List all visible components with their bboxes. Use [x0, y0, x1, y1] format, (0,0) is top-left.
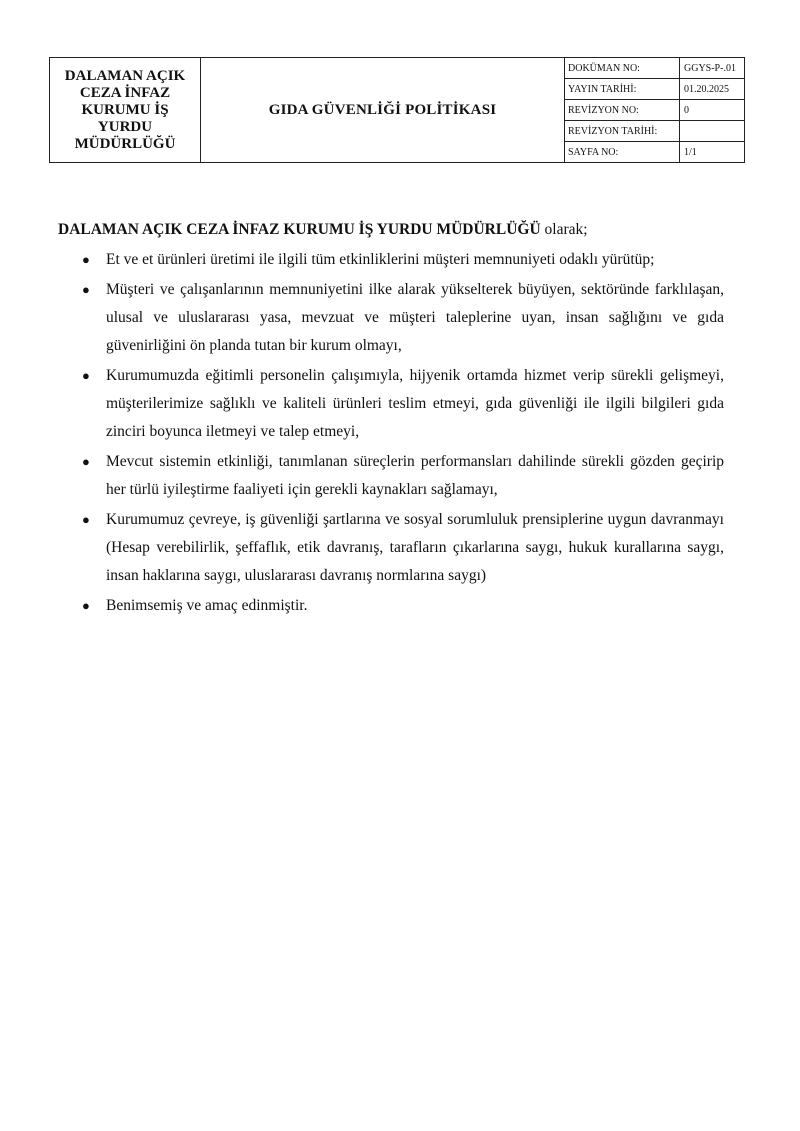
org-line: DALAMAN AÇIK	[64, 67, 186, 84]
bullet-icon: ●	[82, 598, 90, 613]
list-item-text: Mevcut sistemin etkinliği, tanımlanan süreçlerin performansları dahilinde sürekli gözden geçirip her türlü iyileştirme faaliyeti için gerekli kaynakları sağlamayı,	[106, 453, 724, 498]
list-item-text: Kurumumuz çevreye, iş güvenliği şartlarına ve sosyal sorumluluk prensiplerine uygun davranmayı (Hesap verebilirlik, şeffaflık, etik davranış, tarafların çıkarlarına saygı, hukuk kurallarına saygı, insan haklarına saygı, uluslararası davranış normlarına saygı)	[106, 511, 724, 584]
list-item	[0, 448, 800, 504]
bullet-icon: ●	[82, 454, 90, 469]
bullet-icon: ●	[82, 512, 90, 527]
meta-value-revision-no: 0	[680, 100, 745, 121]
org-line: YURDU	[97, 118, 153, 135]
policy-commitments-list	[0, 246, 800, 622]
list-item-text: Kurumumuzda eğitimli personelin çalışımıyla, hijyenik ortamda hizmet verip sürekli gelişmeyi, müşterilerimize sağlıklı ve kaliteli ürünleri teslim etmeyi, gıda güvenliği ile ilgili bilgileri gıda zinciri boyunca iletmeyi ve talep etmeyi,	[106, 367, 724, 440]
organization-name	[50, 58, 201, 163]
intro-organization: DALAMAN AÇIK CEZA İNFAZ KURUMU İŞ YURDU MÜDÜRLÜĞÜ	[58, 221, 541, 238]
list-item	[0, 246, 800, 274]
list-item	[0, 362, 800, 446]
list-item	[0, 506, 800, 590]
bullet-icon: ●	[82, 368, 90, 383]
bullet-icon: ●	[82, 282, 90, 297]
meta-label-document-no: DOKÜMAN NO:	[565, 58, 680, 79]
meta-label-page-no: SAYFA NO:	[565, 142, 680, 163]
meta-label-revision-no: REVİZYON NO:	[565, 100, 680, 121]
list-item	[0, 276, 800, 360]
list-item-text: Et ve et ürünleri üretimi ile ilgili tüm etkinliklerini müşteri memnuniyeti odaklı yürütüp;	[106, 251, 655, 268]
document-header-table	[49, 57, 745, 163]
meta-value-revision-date	[680, 121, 745, 142]
list-item-text: Benimsemiş ve amaç edinmiştir.	[106, 597, 308, 614]
policy-intro	[58, 220, 588, 240]
org-line: KURUMU İŞ	[81, 101, 169, 118]
document-title: GIDA GÜVENLİĞİ POLİTİKASI	[201, 58, 565, 163]
bullet-icon: ●	[82, 252, 90, 267]
list-item	[0, 592, 800, 620]
intro-suffix: olarak;	[540, 221, 588, 238]
meta-label-publish-date: YAYIN TARİHİ:	[565, 79, 680, 100]
meta-label-revision-date: REVİZYON TARİHİ:	[565, 121, 680, 142]
meta-value-publish-date: 01.20.2025	[680, 79, 745, 100]
list-item-text: Müşteri ve çalışanlarının memnuniyetini ilke alarak yükselterek büyüyen, sektöründe farklılaşan, ulusal ve uluslararası yasa, mevzuat ve müşteri taleplerine uyan, insan sağlığını ve gıda güvenirliğini ön planda tutan bir kurum olmayı,	[106, 281, 724, 354]
org-line: CEZA İNFAZ	[79, 84, 171, 101]
org-line: MÜDÜRLÜĞÜ	[74, 135, 176, 152]
meta-value-page-no: 1/1	[680, 142, 745, 163]
meta-value-document-no: GGYS-P-.01	[680, 58, 745, 79]
